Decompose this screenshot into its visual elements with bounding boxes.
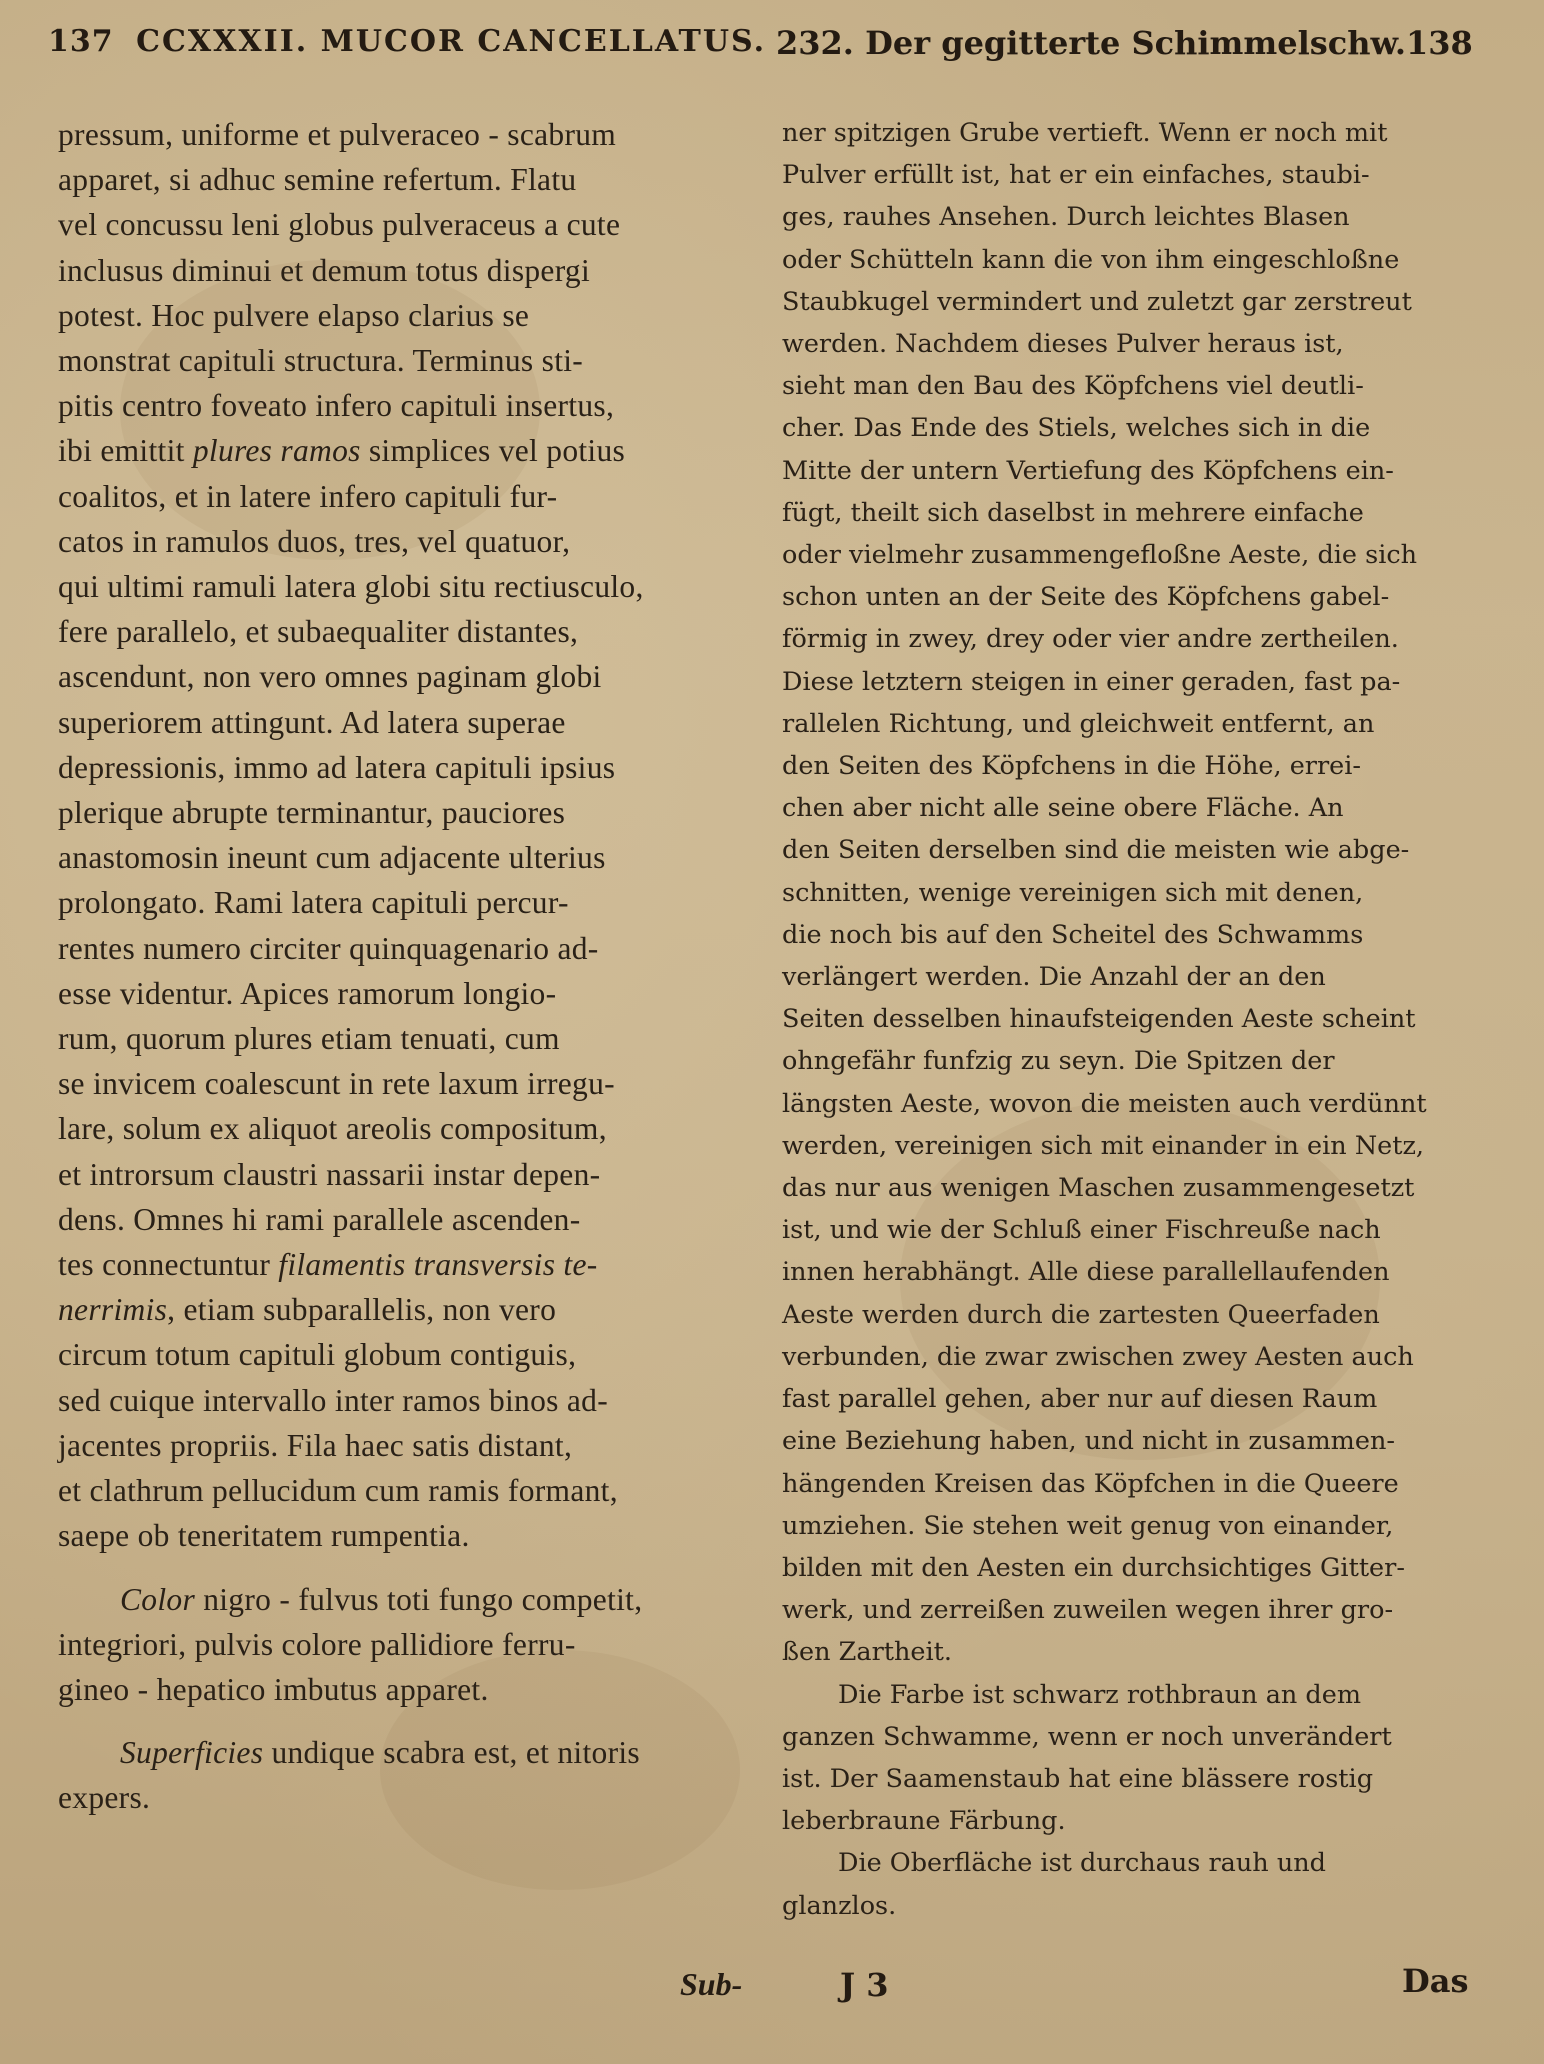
text-line: glanzlos.: [782, 1890, 897, 1921]
text-line: ohngefähr funfzig zu seyn. Die Spitzen der: [782, 1046, 1335, 1077]
left-header-title: CCXXXII. MUCOR CANCELLATUS.: [136, 24, 767, 59]
text-line: hängenden Kreisen das Köpfchen in die Queere: [782, 1468, 1399, 1499]
text-line: [58, 1287, 758, 1332]
text-line: rum, quorum plures etiam tenuati, cum: [58, 1021, 560, 1057]
text-line: den Seiten des Köpfchens in die Höhe, errei-: [782, 751, 1362, 782]
text-line: ascendunt, non vero omnes paginam globi: [58, 659, 602, 695]
text-line: leberbraune Färbung.: [782, 1806, 1066, 1837]
text-line: circum totum capituli globum contiguis,: [58, 1337, 577, 1373]
text-line: den Seiten derselben sind die meisten wie abge-: [782, 835, 1410, 866]
german-farbe-paragraph: [782, 1674, 1462, 1843]
german-description-paragraph: [782, 112, 1462, 1674]
latin-lines-block-3: [58, 1332, 758, 1558]
text-line: ganzen Schwamme, wenn er noch unverändert: [782, 1721, 1392, 1752]
text-line: jacentes propriis. Fila haec satis distant,: [58, 1427, 573, 1463]
text-line: Pulver erfüllt ist, hat er ein einfaches, staubi-: [782, 160, 1370, 191]
italic-term-superficies: Superficies: [120, 1735, 264, 1771]
text-line: superiorem attingunt. Ad latera superae: [58, 704, 566, 740]
text-line: das nur aus wenigen Maschen zusammengesetzt: [782, 1173, 1415, 1204]
left-page-number: 137: [48, 24, 114, 59]
german-oberflaeche-paragraph: [782, 1842, 1462, 1926]
text-line: lare, solum ex aliquot areolis compositum,: [58, 1111, 607, 1147]
text-line: Aeste werden durch die zartesten Queerfaden: [782, 1299, 1380, 1330]
text-line: bilden mit den Aesten ein durchsichtiges Gitter-: [782, 1552, 1405, 1583]
right-catchword: Das: [1402, 1962, 1469, 2000]
text-line: rallelen Richtung, und gleichweit entfernt, an: [782, 708, 1375, 739]
text-line: fügt, theilt sich daselbst in mehrere einfache: [782, 497, 1364, 528]
text-line: Die Oberfläche ist durchaus rauh und: [838, 1848, 1326, 1879]
text-line: ner spitzigen Grube vertieft. Wenn er noch mit: [782, 118, 1388, 148]
text-line: Seiten desselben hinaufsteigenden Aeste scheint: [782, 1004, 1416, 1035]
text-line: pitis centro foveato infero capituli insertus,: [58, 388, 615, 424]
text-run: tes connectuntur: [58, 1247, 279, 1283]
right-header-title: 232. Der gegitterte Schimmelschw.: [776, 24, 1406, 62]
text-line: Diese letztern steigen in einer geraden, fast pa-: [782, 666, 1401, 697]
text-line: oder vielmehr zusammengefloßne Aeste, die sich: [782, 540, 1418, 571]
text-line: schnitten, wenige vereinigen sich mit denen,: [782, 877, 1364, 908]
text-line: ges, rauhes Ansehen. Durch leichtes Blasen: [782, 202, 1350, 233]
text-line: se invicem coalescunt in rete laxum irregu-: [58, 1066, 615, 1102]
italic-term-tenerrimis: nerrimis: [58, 1292, 168, 1328]
text-line: fere parallelo, et subaequaliter distantes,: [58, 614, 579, 650]
text-line: esse videntur. Apices ramorum longio-: [58, 975, 557, 1011]
text-line: [58, 1577, 758, 1622]
text-line: plerique abrupte terminantur, pauciores: [58, 795, 566, 831]
text-line: die noch bis auf den Scheitel des Schwamms: [782, 919, 1364, 950]
text-line: fast parallel gehen, aber nur auf diesen Raum: [782, 1384, 1378, 1415]
latin-color-lines: [58, 1622, 758, 1712]
text-run: simplices vel potius: [360, 433, 626, 469]
text-line: apparet, si adhuc semine refertum. Flatu: [58, 162, 577, 198]
text-line: cher. Das Ende des Stiels, welches sich in die: [782, 413, 1371, 444]
text-line: längsten Aeste, wovon die meisten auch verdünnt: [782, 1088, 1427, 1119]
text-line: rentes numero circiter quinquagenario ad-: [58, 930, 599, 966]
text-line: [58, 428, 758, 473]
text-line: anastomosin ineunt cum adjacente ulterius: [58, 840, 606, 876]
text-line: [58, 1730, 758, 1775]
latin-description-paragraph: [58, 112, 758, 1559]
text-line: et introrsum claustri nassarii instar depen-: [58, 1156, 601, 1192]
text-line: integriori, pulvis colore pallidiore ferru-: [58, 1626, 576, 1662]
text-line: coalitos, et in latere infero capituli fur-: [58, 478, 558, 514]
right-running-header: [776, 24, 1473, 62]
text-line: catos in ramulos duos, tres, vel quatuor,: [58, 523, 571, 559]
text-line: expers.: [58, 1780, 151, 1816]
text-line: qui ultimi ramuli latera globi situ rectiusculo,: [58, 569, 644, 605]
text-line: pressum, uniforme et pulveraceo - scabrum: [58, 117, 617, 152]
text-line: chen aber nicht alle seine obere Fläche. An: [782, 793, 1344, 824]
text-run: nigro - fulvus toti fungo competit,: [195, 1581, 643, 1617]
text-line: verbunden, die zwar zwischen zwey Aesten auch: [782, 1341, 1414, 1372]
text-line: oder Schütteln kann die von ihm eingeschloßne: [782, 244, 1400, 275]
text-line: saepe ob teneritatem rumpentia.: [58, 1518, 470, 1554]
left-running-header: [48, 24, 766, 59]
text-line: potest. Hoc pulvere elapso clarius se: [58, 297, 530, 333]
text-line: [58, 1242, 758, 1287]
text-line: förmig in zwey, drey oder vier andre zertheilen.: [782, 624, 1399, 655]
text-line: depressionis, immo ad latera capituli ipsius: [58, 749, 616, 785]
text-line: ist. Der Saamenstaub hat eine blässere rostig: [782, 1763, 1374, 1794]
right-page-number: 138: [1406, 24, 1473, 62]
text-line: sieht man den Bau des Köpfchens viel deutli-: [782, 371, 1364, 402]
text-line: innen herabhängt. Alle diese parallellaufenden: [782, 1257, 1390, 1288]
latin-lines-block-2: [58, 474, 758, 1242]
german-text-column: [782, 112, 1462, 1927]
text-line: werden. Nachdem dieses Pulver heraus ist,: [782, 329, 1344, 360]
latin-lines-block-1: [58, 112, 758, 428]
text-line: Mitte der untern Vertiefung des Köpfchens ein-: [782, 455, 1394, 486]
text-line: vel concussu leni globus pulveraceus a cute: [58, 207, 621, 243]
text-line: ist, und wie der Schluß einer Fischreuße nach: [782, 1215, 1381, 1246]
latin-color-paragraph: [58, 1577, 758, 1713]
latin-superficies-paragraph: [58, 1730, 758, 1820]
text-line: gineo - hepatico imbutus apparet.: [58, 1671, 489, 1707]
text-line: prolongato. Rami latera capituli percur-: [58, 885, 569, 921]
italic-term-color: Color: [120, 1581, 196, 1617]
text-line: schon unten an der Seite des Köpfchens gabel-: [782, 582, 1390, 613]
text-run: ibi emittit: [58, 433, 193, 469]
text-run: , etiam subparallelis, non vero: [167, 1292, 557, 1328]
italic-term-filamentis: filamentis transversis te-: [278, 1247, 598, 1283]
text-line: inclusus diminui et demum totus dispergi: [58, 252, 591, 288]
text-line: dens. Omnes hi rami parallele ascenden-: [58, 1201, 581, 1237]
italic-term-plures-ramos: plures ramos: [192, 433, 361, 469]
text-line: et clathrum pellucidum cum ramis formant,: [58, 1473, 618, 1509]
latin-text-column: [58, 112, 758, 1821]
text-run: undique scabra est, et nitoris: [263, 1735, 640, 1771]
left-catchword: Sub-: [680, 1966, 743, 2002]
text-line: Staubkugel vermindert und zuletzt gar zerstreut: [782, 286, 1412, 317]
text-line: sed cuique intervallo inter ramos binos ad-: [58, 1382, 608, 1418]
text-line: verlängert werden. Die Anzahl der an den: [782, 962, 1326, 993]
text-line: monstrat capituli structura. Terminus sti-: [58, 343, 584, 379]
signature-mark: J 3: [840, 1966, 889, 2004]
text-line: werk, und zerreißen zuweilen wegen ihrer gro-: [782, 1595, 1394, 1626]
text-line: umziehen. Sie stehen weit genug von einander,: [782, 1510, 1394, 1541]
text-line: ßen Zartheit.: [782, 1637, 953, 1668]
text-line: eine Beziehung haben, und nicht in zusammen-: [782, 1426, 1395, 1457]
text-line: Die Farbe ist schwarz rothbraun an dem: [838, 1679, 1362, 1710]
text-line: werden, vereinigen sich mit einander in ein Netz,: [782, 1130, 1425, 1161]
